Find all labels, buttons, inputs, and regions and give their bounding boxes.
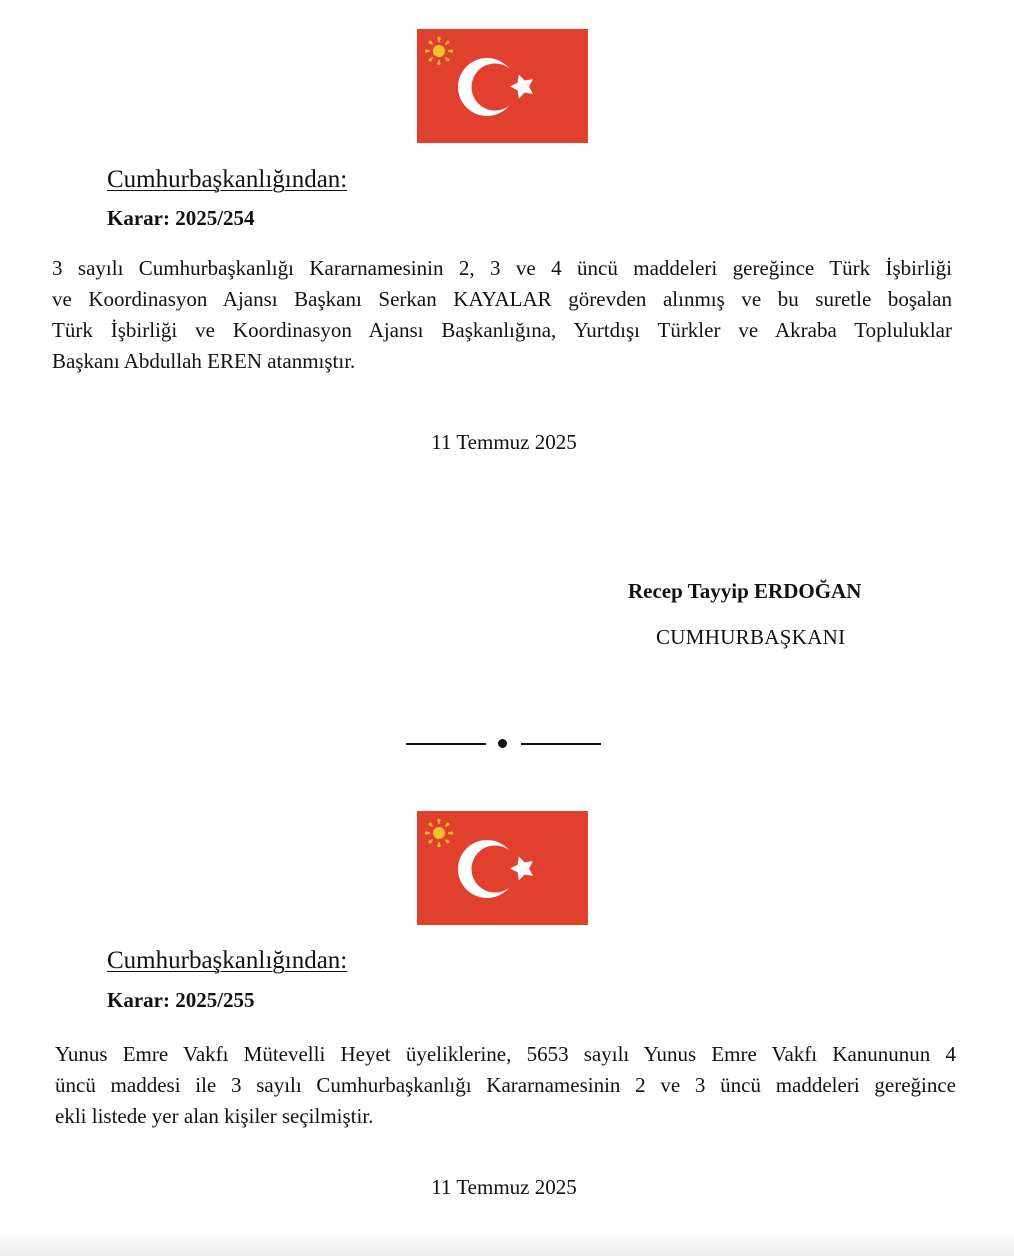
body-line: Başkanı Abdullah EREN atanmıştır.: [52, 349, 356, 373]
body-line: Türk İşbirliği ve Koordinasyon Ajansı Başkanlığına, Yurtdışı Türkler ve Akraba Topluluklar: [52, 318, 952, 342]
decision-body: [52, 253, 952, 377]
authority-heading: Cumhurbaşkanlığından:: [107, 166, 348, 193]
body-line: ekli listede yer alan kişiler seçilmiştir.: [55, 1104, 374, 1128]
page-bottom-shadow: [0, 1230, 1014, 1256]
body-line: Yunus Emre Vakfı Mütevelli Heyet üyeliklerine, 5653 sayılı Yunus Emre Vakfı Kanununun 4: [55, 1042, 956, 1066]
body-line: 3 sayılı Cumhurbaşkanlığı Kararnamesinin 2, 3 ve 4 üncü maddeleri gereğince Türk İşbirliği: [52, 256, 952, 280]
body-line: ve Koordinasyon Ajansı Başkanı Serkan KAYALAR görevden alınmış ve bu suretle boşalan: [52, 287, 952, 311]
separator-dot: [498, 739, 507, 748]
presidential-flag: [417, 29, 588, 143]
authority-heading: Cumhurbaşkanlığından:: [107, 947, 348, 974]
presidential-flag: [417, 811, 588, 925]
decision-number: Karar: 2025/254: [107, 206, 255, 230]
signer-name: Recep Tayyip ERDOĞAN: [628, 579, 862, 603]
separator-line: [521, 743, 601, 745]
section-separator: [406, 735, 602, 751]
decision-number: Karar: 2025/255: [107, 988, 255, 1012]
decision-body: [55, 1039, 956, 1132]
separator-line: [406, 743, 486, 745]
decision-date: 11 Temmuz 2025: [431, 430, 577, 454]
decision-date: 11 Temmuz 2025: [431, 1175, 577, 1199]
crescent-star-emblem-icon: [417, 29, 588, 143]
signer-title: CUMHURBAŞKANI: [656, 625, 846, 649]
crescent-star-emblem-icon: [417, 811, 588, 925]
body-line: üncü maddesi ile 3 sayılı Cumhurbaşkanlığı Kararnamesinin 2 ve 3 üncü maddeleri gereğince: [55, 1073, 956, 1097]
